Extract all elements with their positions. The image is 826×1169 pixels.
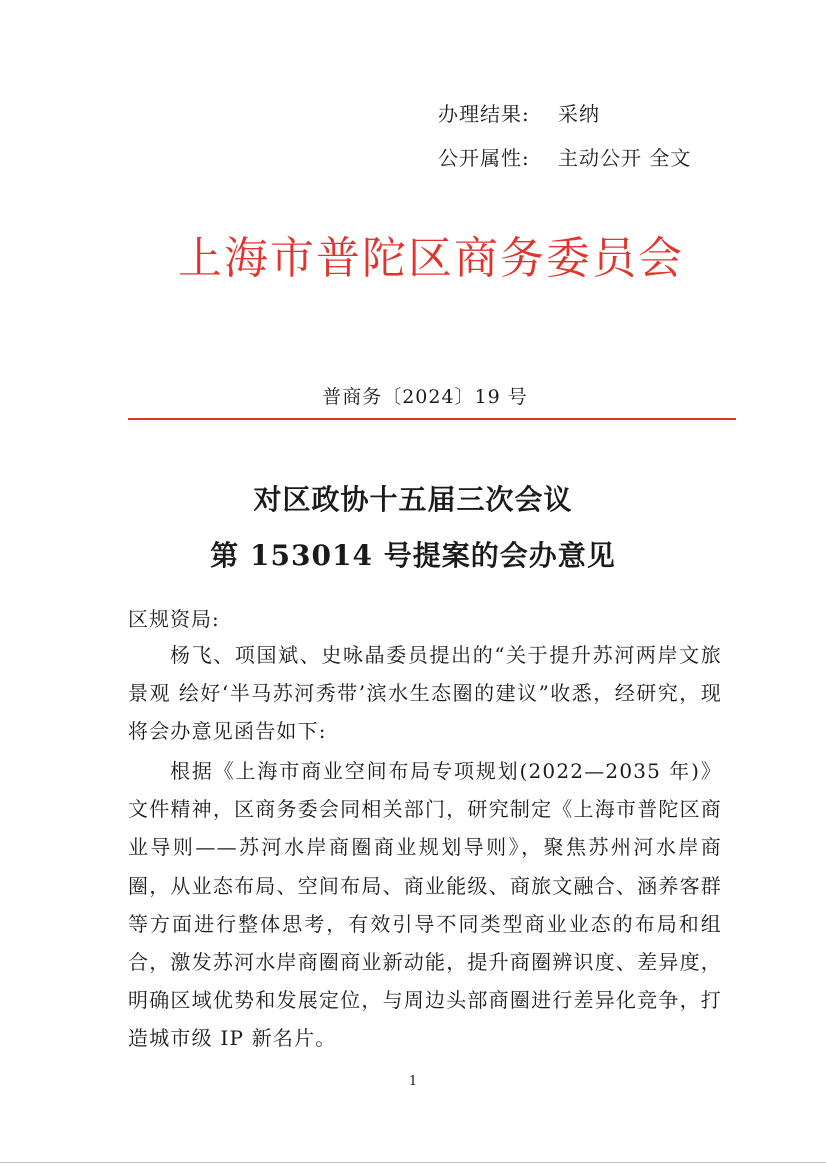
result-row — [438, 98, 600, 127]
page-bottom-edge — [0, 1162, 826, 1163]
doc-title-line2: 第 153014 号提案的会办意见 — [210, 539, 616, 572]
body-paragraph-2: 根据《上海市商业空间布局专项规划(2022—2035 年)》文件精神，区商务委会同相关部门，研究制定《上海市普陀区商业导则——苏河水岸商圈商业规划导则》，聚焦苏州河水岸商圈，从业态布局、空间布局、商业能级、商旅文融合、涵养客群等方面进行整体思考，有效引导不同类型商业业态的布局和组合，激发苏河水岸商圈商业新动能，提升商圈辨识度、差异度，明确区域优势和发展定位，与周边头部商圈进行差异化竞争，打造城市级 IP 新名片。 — [128, 759, 722, 1051]
page-number: 1 — [408, 1074, 418, 1089]
disclosure-label: 公开属性: — [438, 146, 530, 170]
document-number: 普商务〔2024〕19 号 — [322, 386, 528, 408]
disclosure-value: 主动公开 全文 — [558, 146, 692, 170]
result-value: 采纳 — [558, 102, 600, 126]
red-divider — [128, 418, 736, 420]
body-paragraph-1: 杨飞、项国斌、史咏晶委员提出的“关于提升苏河两岸文旅景观 绘好‘半马苏河秀带’滨水生态圈的建议”收悉，经研究，现将会办意见函告如下: — [128, 643, 722, 744]
disclosure-row — [438, 142, 691, 171]
result-label: 办理结果: — [438, 102, 530, 126]
salutation: 区规资局: — [128, 607, 220, 631]
doc-title-line1: 对区政协十五届三次会议 — [253, 483, 573, 516]
issuer-title: 上海市普陀区商务委员会 — [178, 233, 684, 284]
